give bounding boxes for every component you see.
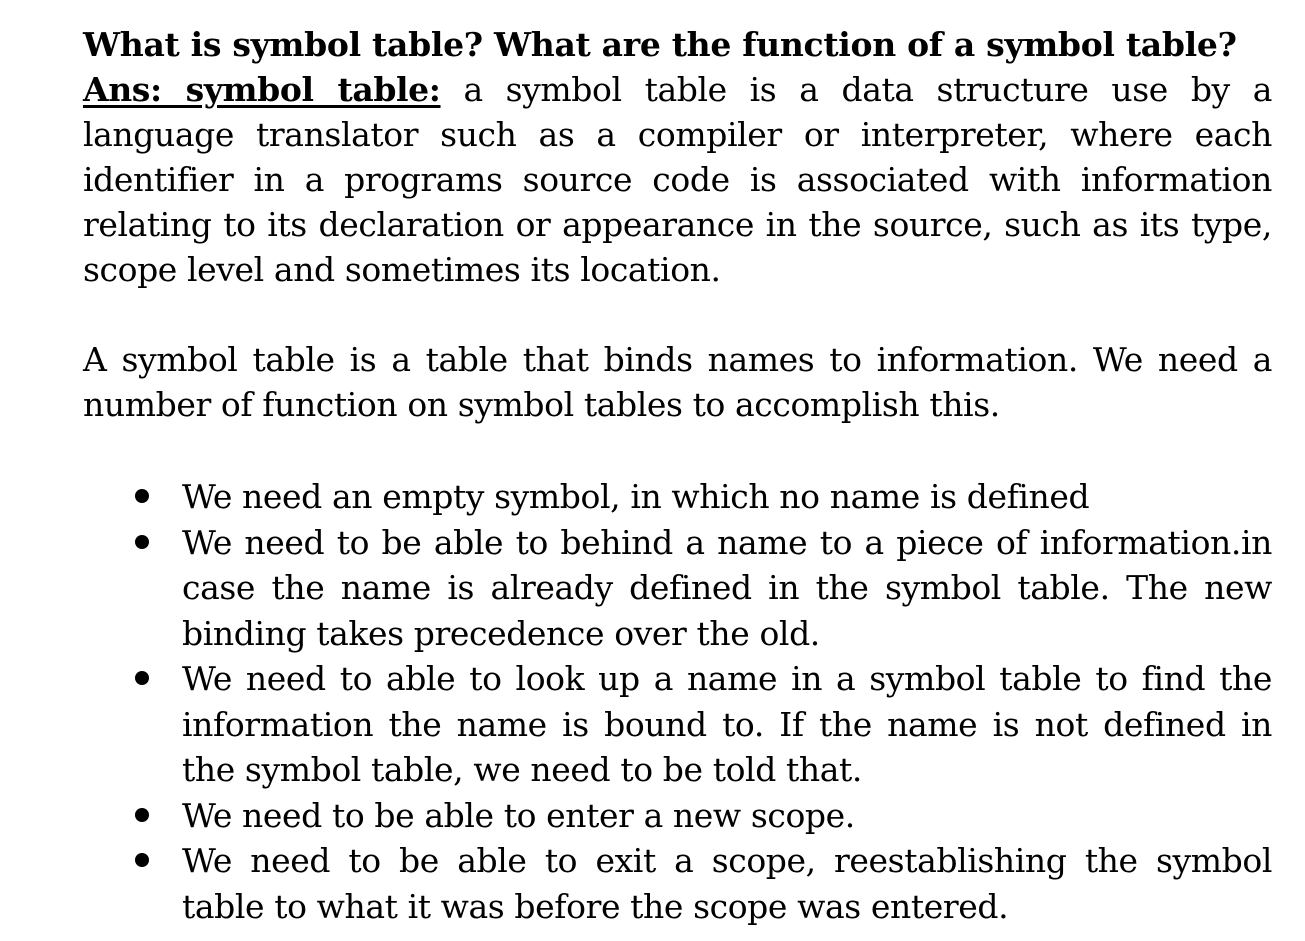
list-item-text: We need to be able to enter a new scope. [182,795,855,835]
answer-label: Ans: symbol table: [83,70,441,109]
list-item [83,474,1272,520]
list-item-text: We need to be able to exit a scope, reestablishing the symbol table to what it was before the scope was entered. [182,841,1272,926]
document-page [83,22,1272,929]
list-item [83,793,1272,839]
list-spacer [83,427,1272,474]
bullet-icon [135,671,149,685]
list-item [83,838,1272,929]
bullet-icon [135,808,149,822]
symbol-table-paragraph: A symbol table is a table that binds names to information. We need a number of function on symbol tables to accomplish this. [83,340,1272,424]
question-heading: What is symbol table? What are the function of a symbol table? [83,25,1237,64]
list-item-text: We need to able to look up a name in a symbol table to find the information the name is bound to. If the name is not defined in the symbol table, we need to be told that. [182,659,1272,789]
paragraph-spacer [83,292,1272,337]
list-item [83,656,1272,793]
answer-paragraph [83,67,1272,292]
list-item [83,520,1272,657]
bullet-icon [135,489,149,503]
answer-text: a symbol table is a data structure use by a language translator such as a compiler or interpreter, where each identifier in a programs source code is associated with information relating to its declaration or appearance in the source, such as its type, scope level and sometimes its location. [83,70,1272,289]
function-list [83,474,1272,929]
bullet-icon [135,535,149,549]
list-item-text: We need an empty symbol, in which no name is defined [182,477,1090,516]
bullet-icon [135,853,149,867]
list-item-text: We need to be able to behind a name to a piece of information.in case the name is already defined in the symbol table. The new binding takes precedence over the old. [182,522,1272,653]
